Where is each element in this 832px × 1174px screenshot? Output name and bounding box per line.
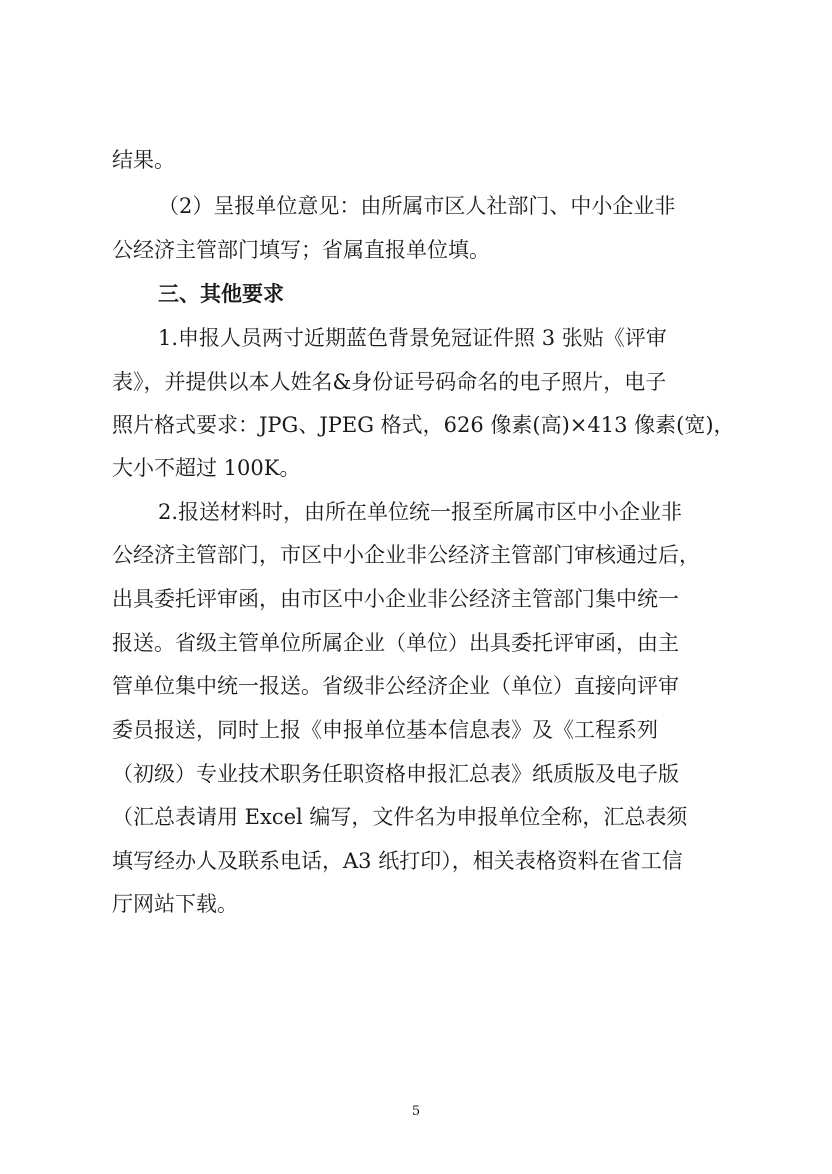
paragraph-line: 2.报送材料时，由所在单位统一报至所属市区中小企业非 (158, 500, 683, 524)
paragraph-line: 照片格式要求：JPG、JPEG 格式，626 像素(高)×413 像素(宽)， (112, 413, 735, 437)
paragraph-line: （初级）专业技术职务任职资格申报汇总表》纸质版及电子版 (112, 762, 679, 786)
paragraph-line: 厅网站下载。 (112, 892, 238, 916)
paragraph-line: 报送。省级主管单位所属企业（单位）出具委托评审函，由主 (112, 631, 679, 655)
paragraph-line: 大小不超过 100K。 (112, 456, 301, 480)
paragraph-line: 表》，并提供以本人姓名&身份证号码命名的电子照片，电子 (112, 370, 667, 394)
page-number: 5 (411, 1104, 421, 1119)
paragraph-line: 填写经办人及联系电话，A3 纸打印），相关表格资料在省工信 (112, 849, 683, 873)
paragraph-line: 1.申报人员两寸近期蓝色背景免冠证件照 3 张贴《评审 (158, 326, 667, 350)
paragraph-line: 结果。 (112, 148, 175, 172)
paragraph-line: 管单位集中统一报送。省级非公经济企业（单位）直接向评审 (112, 674, 679, 698)
paragraph-line: （2）呈报单位意见：由所属市区人社部门、中小企业非 (158, 194, 676, 218)
section-heading: 三、其他要求 (158, 281, 284, 306)
paragraph-line: （汇总表请用 Excel 编写，文件名为申报单位全称，汇总表须 (112, 805, 688, 829)
paragraph-line: 委员报送，同时上报《申报单位基本信息表》及《工程系列 (112, 718, 658, 742)
paragraph-line: 公经济主管部门填写；省属直报单位填。 (112, 238, 490, 262)
paragraph-line: 公经济主管部门，市区中小企业非公经济主管部门审核通过后， (112, 543, 700, 567)
paragraph-line: 出具委托评审函，由市区中小企业非公经济主管部门集中统一 (112, 587, 679, 611)
